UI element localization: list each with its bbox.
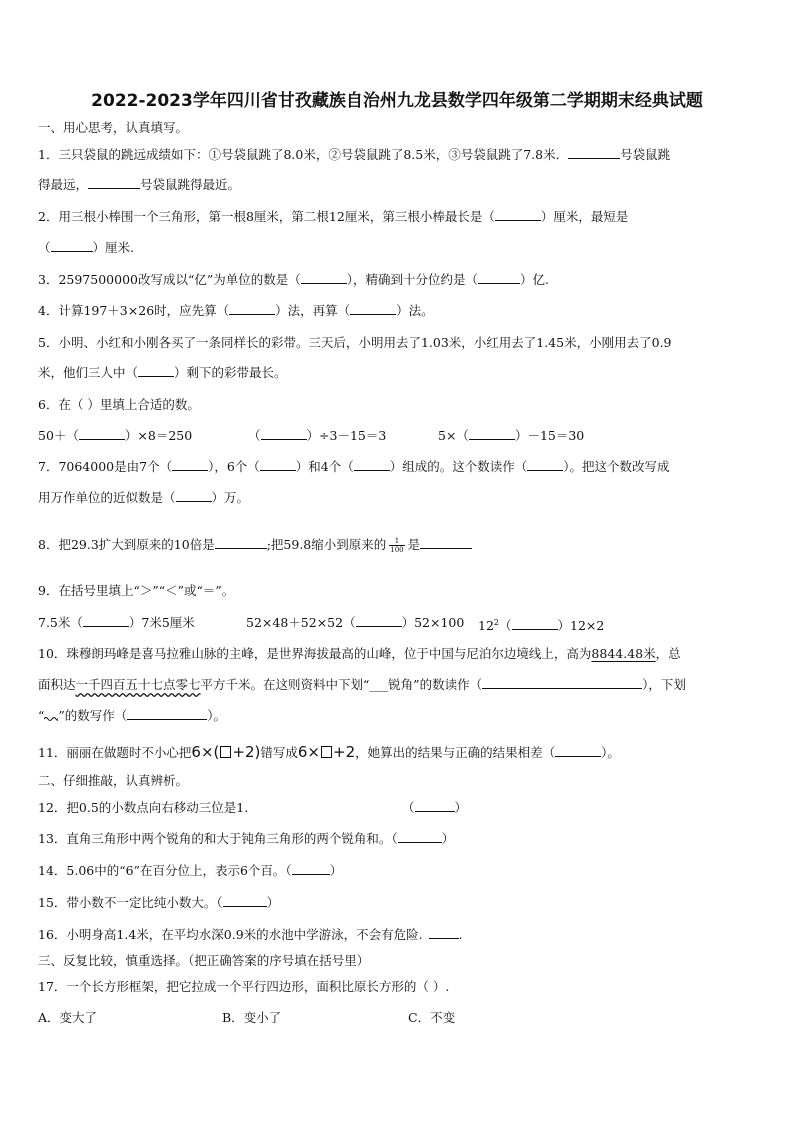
answer-blank[interactable]	[415, 799, 455, 812]
question-5-line-2: 米，他们三人中（ ）剩下的彩带最长。	[38, 365, 287, 380]
question-9-compare-3: $12^2$（ ）12×2	[478, 618, 605, 634]
question-3: 3．2597500000改写成以“亿”为单位的数是（ ），精确到十分位约是（ ）亿.	[38, 272, 550, 287]
question-6-equation-3: 5×（ ）－15＝30	[438, 428, 585, 443]
answer-blank[interactable]	[51, 239, 93, 252]
question-5-line-1: 5．小明、小红和小刚各买了一条同样长的彩带。三天后，小明用去了1.03米，小红用去了1.45米，小刚用去了0.9	[38, 335, 672, 350]
section-3-heading: 三、反复比较，慎重选择。（把正确答案的序号填在括号里）	[38, 953, 370, 968]
answer-blank[interactable]	[354, 458, 390, 471]
answer-blank[interactable]	[398, 830, 442, 843]
exam-title: 2022-2023学年四川省甘孜藏族自治州九龙县数学四年级第二学期期末经典试题	[91, 91, 703, 111]
question-17-option-a[interactable]: A．变大了	[38, 1010, 98, 1025]
question-10-line-1: 10．珠穆朗玛峰是喜马拉雅山脉的主峰，是世界海拔最高的山峰，位于中国与尼泊尔边境线上，高为8844.48米，总	[38, 646, 681, 661]
question-6-equation-1: 50＋（ ）×8＝250	[38, 428, 193, 443]
answer-blank[interactable]	[301, 271, 347, 284]
question-10-line-2: 面积达一千四百五十七点零七平方千米。在这则资料中下划“___锐角”的数读作（ ），下划	[38, 677, 686, 692]
answer-blank[interactable]	[83, 614, 129, 627]
expression-correct: 6×( +2)	[191, 743, 261, 761]
answer-blank[interactable]	[420, 536, 472, 549]
blank-box-icon	[220, 746, 231, 758]
answer-blank[interactable]	[429, 926, 459, 939]
answer-blank[interactable]	[512, 617, 558, 630]
wavy-line-icon	[44, 713, 58, 721]
question-2-line-1: 2．用三根小棒围一个三角形，第一根8厘米，第二根12厘米，第三根小棒最长是（ ）厘米，最短是	[38, 209, 629, 224]
expression-wrong: 6× +2	[297, 743, 356, 761]
fraction-one-hundredth: $\frac{1}{100}$	[390, 537, 404, 554]
answer-blank[interactable]	[495, 208, 541, 221]
question-12: 12．把0.5的小数点向右移动三位是1.	[38, 800, 249, 815]
answer-blank[interactable]	[356, 614, 402, 627]
question-11: 11．丽丽在做题时不小心把6×( +2)错写成6× +2，她算出的结果与正确的结果相差（ ）。	[38, 743, 620, 761]
answer-blank[interactable]	[478, 271, 520, 284]
answer-blank[interactable]	[469, 427, 515, 440]
question-6-equation-2: （ ）÷3－15＝3	[248, 428, 387, 443]
answer-blank[interactable]	[79, 427, 125, 440]
question-12-answer: （ ）	[402, 800, 468, 815]
question-14: 14．5.06中的“6”在百分位上，表示6个百。（ ）	[38, 863, 343, 878]
question-17-option-c[interactable]: C．不变	[408, 1010, 456, 1025]
answer-blank[interactable]	[350, 302, 396, 315]
question-9-compare-1: 7.5米（ ）7米5厘米	[38, 615, 195, 630]
underlined-height: 8844.48米	[591, 646, 656, 661]
question-17-option-b[interactable]: B．变小了	[222, 1010, 282, 1025]
question-1-line-2: 得最远， 号袋鼠跳得最近。	[38, 177, 241, 192]
answer-blank[interactable]	[527, 458, 563, 471]
answer-blank[interactable]	[138, 364, 174, 377]
question-7-line-1: 7．7064000是由7个（ ），6个（ ）和4个（ ）组成的。这个数读作（ ）。把这个数改写成	[38, 459, 670, 474]
question-2-line-2: （ ）厘米.	[38, 240, 134, 255]
answer-blank[interactable]	[88, 176, 140, 189]
question-6: 6．在（ ）里填上合适的数。	[38, 397, 200, 412]
answer-blank[interactable]	[176, 489, 212, 502]
answer-blank[interactable]	[229, 302, 275, 315]
question-7-line-2: 用万作单位的近似数是（ ）万。	[38, 490, 250, 505]
question-13: 13．直角三角形中两个锐角的和大于钝角三角形的两个锐角和。（ ）	[38, 831, 455, 846]
answer-blank[interactable]	[260, 458, 296, 471]
section-2-heading: 二、仔细推敲，认真辨析。	[38, 773, 189, 788]
answer-blank[interactable]	[482, 676, 642, 689]
answer-blank[interactable]	[127, 707, 207, 720]
blank-box-icon	[321, 746, 332, 758]
question-17: 17．一个长方形框架，把它拉成一个平行四边形，面积比原长方形的（ ）.	[38, 979, 450, 994]
question-4: 4．计算197＋3×26时，应先算（ ）法，再算（ ）法。	[38, 303, 434, 318]
question-10-line-3: “ ”的数写作（ ）。	[38, 708, 227, 723]
answer-blank[interactable]	[215, 536, 267, 549]
answer-blank[interactable]	[223, 894, 267, 907]
answer-blank[interactable]	[568, 146, 620, 159]
wavy-underlined-area: 一千四百五十七点零七	[75, 677, 201, 692]
section-1-heading: 一、用心思考，认真填写。	[38, 120, 189, 135]
answer-blank[interactable]	[555, 744, 601, 757]
answer-blank[interactable]	[172, 458, 208, 471]
question-15: 15．带小数不一定比纯小数大。（ ）	[38, 895, 280, 910]
question-1-line-1: 1．三只袋鼠的跳远成绩如下：①号袋鼠跳了8.0米，②号袋鼠跳了8.5米，③号袋鼠跳了7.8米． 号袋鼠跳	[38, 147, 671, 162]
answer-blank[interactable]	[261, 427, 307, 440]
question-9: 9．在括号里填上“＞”“＜”或“＝”。	[38, 583, 235, 598]
question-8: 8．把29.3扩大到原来的10倍是 ;把59.8缩小到原来的 $\frac{1}{100}$ 是	[38, 536, 472, 554]
question-16: 16．小明身高1.4米，在平均水深0.9米的水池中学游泳，不会有危险. .	[38, 927, 463, 942]
question-9-compare-2: 52×48＋52×52（ ）52×100	[246, 615, 465, 630]
answer-blank[interactable]	[292, 862, 330, 875]
